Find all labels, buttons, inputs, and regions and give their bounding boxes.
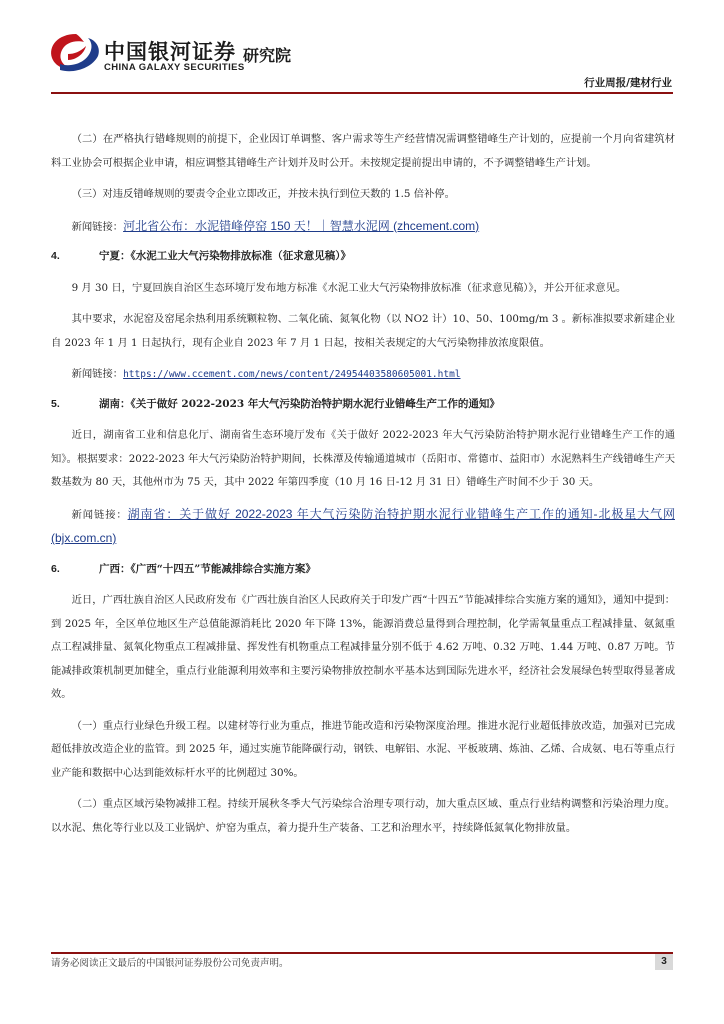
section-number: 4. bbox=[51, 250, 60, 262]
galaxy-logo-icon bbox=[46, 30, 104, 74]
section-title: 湖南：《关于做好 2022-2023 年大气污染防治特护期水泥行业错峰生产工作的通知》 bbox=[99, 397, 500, 410]
news-link[interactable]: 湖南省：关于做好 2022-2023 年大气污染防治特护期水泥行业错峰生产工作的通知-北极星大气网 (bjx.com.cn) bbox=[51, 506, 675, 545]
brand-institute: 研究院 bbox=[243, 46, 292, 65]
section-number: 5. bbox=[51, 397, 60, 410]
page-number: 3 bbox=[655, 954, 673, 970]
report-body bbox=[51, 128, 675, 840]
report-category: 行业周报/建材行业 bbox=[584, 77, 672, 89]
news-link-label: 新闻链接： bbox=[71, 220, 124, 233]
section-heading bbox=[51, 393, 675, 417]
paragraph: （三）对违反错峰规则的要责令企业立即改正，并按未执行到位天数的 1.5 倍补停。 bbox=[71, 188, 455, 200]
section-heading bbox=[51, 558, 675, 582]
section-number: 6. bbox=[51, 562, 60, 575]
news-link-line bbox=[51, 503, 675, 552]
news-link-line bbox=[51, 363, 675, 387]
section-title: 宁夏：《水泥工业大气污染物排放标准（征求意见稿）》 bbox=[99, 250, 351, 262]
brand-name-en: CHINA GALAXY SECURITIES bbox=[104, 62, 245, 73]
news-link[interactable]: 河北省公布：水泥错峰停窑 150 天！｜智慧水泥网 (zhcement.com) bbox=[123, 218, 480, 233]
paragraph: （二）重点区域污染物减排工程。持续开展秋冬季大气污染综合治理专项行动，加大重点区域、重点行业结构调整和污染治理力度。以水泥、焦化等行业以及工业锅炉、炉窑为重点，着力提升生产装备、工艺和治理水平，持续降低氮氧化物排放量。 bbox=[51, 798, 675, 834]
paragraph: （一）重点行业绿色升级工程。以建材等行业为重点，推进节能改造和污染物深度治理。推进水泥行业超低排放改造，加强对已完成超低排放改造企业的监管。到 2025 年，通过实施节能降碳行动，钢铁、电解铝、水泥、平板玻璃、炼油、乙烯、合成氨、电石等重点行业产能和数据中心达到能效标杆水平的比例超过 30%。 bbox=[51, 719, 675, 779]
paragraph: 近日，湖南省工业和信息化厅、湖南省生态环境厅发布《关于做好 2022-2023 年大气污染防治特护期水泥行业错峰生产工作的通知》。根据要求：2022-2023 年大气污染防治特护期间，长株潭及传输通道城市（岳阳市、常德市、益阳市）水泥熟料生产线错峰生产天数基数为 80 天，其他州市为 75 天，其中 2022 年第四季度（10 月 16 日-12 月 31 日）错峰生产时间不少于 30 天。 bbox=[51, 429, 675, 488]
news-link-line bbox=[51, 215, 675, 240]
section-heading bbox=[51, 245, 675, 269]
paragraph: 近日，广西壮族自治区人民政府发布《广西壮族自治区人民政府关于印发广西“十四五”节能减排综合实施方案的通知》，通知中提到：到 2025 年，全区单位地区生产总值能源消耗比 2020 年下降 13%，能源消费总量得到合理控制，化学需氧量重点工程减排量、氨氮重点工程减排量、氮氧化物重点工程减排量、挥发性有机物重点工程减排量分别不低于 4.62 万吨、0.32 万吨、1.44 万吨、0.87 万吨。节能减排政策机制更加健全，重点行业能源利用效率和主要污染物排放控制水平基本达到国际先进水平，经济社会发展绿色转型取得显著成效。 bbox=[51, 594, 675, 700]
footer-rule bbox=[51, 952, 673, 954]
paragraph: 9 月 30 日，宁夏回族自治区生态环境厅发布地方标准《水泥工业大气污染物排放标准（征求意见稿）》，并公开征求意见。 bbox=[71, 281, 627, 294]
paragraph: （二）在严格执行错峰规则的前提下，企业因订单调整、客户需求等生产经营情况需调整错峰生产计划的，应提前一个月向省建筑材料工业协会可根据企业申请，相应调整其错峰生产计划并及时公开。未按规定提前提出申请的，不予调整错峰生产计划。 bbox=[51, 133, 675, 169]
section-title: 广西：《广西“十四五”节能减排综合实施方案》 bbox=[99, 562, 316, 575]
header-rule bbox=[51, 92, 673, 94]
footer-disclaimer: 请务必阅读正文最后的中国银河证券股份公司免责声明。 bbox=[51, 958, 289, 969]
paragraph: 其中要求，水泥窑及窑尾余热利用系统颗粒物、二氧化硫、氮氧化物（以 NO2 计）10、50、100mg/m 3 。新标准拟要求新建企业自 2023 年 1 月 1 日起执行，现有企业自 2023 年 7 月 1 日起，按相关表规定的大气污染物排放浓度限值。 bbox=[51, 313, 675, 349]
news-link[interactable]: https://www.ccement.com/news/content/24954403580605001.html bbox=[123, 369, 461, 380]
brand-name-cn: 中国银河证券 bbox=[104, 40, 236, 64]
news-link-label: 新闻链接： bbox=[71, 508, 128, 521]
news-link-label: 新闻链接： bbox=[71, 368, 124, 380]
